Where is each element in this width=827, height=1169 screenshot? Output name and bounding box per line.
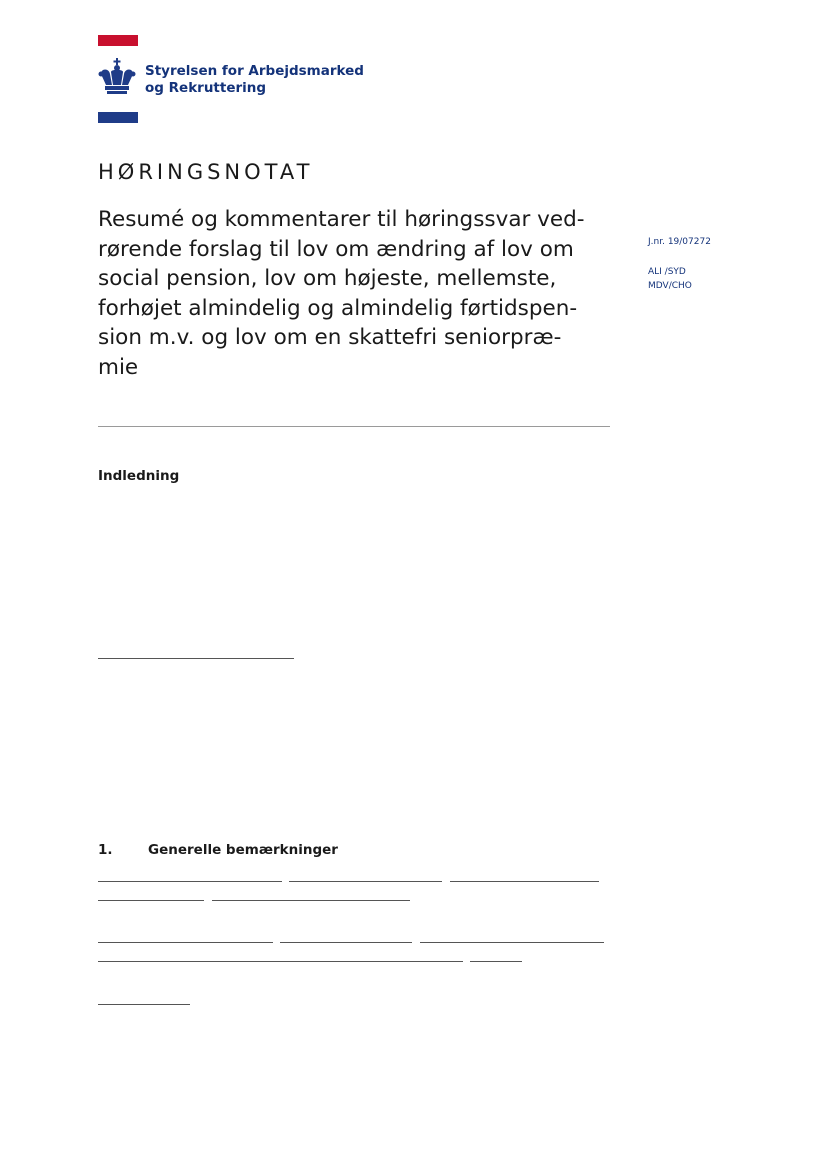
case-initials-2: MDV/CHO	[648, 281, 692, 291]
redacted-line	[212, 900, 410, 901]
crown-icon	[96, 58, 138, 98]
redacted-line	[280, 942, 412, 943]
flag-bar-blue	[98, 112, 138, 123]
redacted-line	[450, 881, 599, 882]
document-title	[98, 205, 628, 382]
title-line: Resumé og kommentarer til høringssvar ved-	[98, 207, 585, 232]
intro-heading: Indledning	[98, 468, 180, 484]
redacted-line	[98, 658, 294, 659]
title-line: social pension, lov om højeste, mellemste,	[98, 266, 557, 291]
redacted-line	[420, 942, 604, 943]
divider	[98, 426, 610, 427]
journal-number: J.nr. 19/07272	[648, 237, 711, 247]
redacted-line	[289, 881, 442, 882]
logo-line-2: og Rekruttering	[145, 80, 267, 96]
redacted-line	[98, 881, 282, 882]
title-line: sion m.v. og lov om en skattefri seniorpræ-	[98, 325, 562, 350]
case-initials-1: ALI /SYD	[648, 267, 686, 277]
title-line: rørende forslag til lov om ændring af lov om	[98, 236, 574, 262]
document-meta	[648, 235, 711, 293]
logo-line-1: Styrelsen for Arbejdsmarked	[145, 63, 364, 79]
section-title: Generelle bemærkninger	[148, 842, 338, 858]
redacted-line	[98, 1004, 190, 1005]
flag-bar-red	[98, 35, 138, 46]
redacted-line	[470, 961, 522, 962]
document-type: HØRINGSNOTAT	[98, 160, 314, 184]
section-number: 1.	[98, 842, 113, 858]
redacted-line	[98, 900, 204, 901]
redacted-line	[98, 961, 463, 962]
title-line: forhøjet almindelig og almindelig førtidspen-	[98, 295, 578, 321]
redacted-line	[98, 942, 273, 943]
agency-logo	[145, 63, 364, 97]
title-line: mie	[98, 354, 139, 380]
general-remarks-heading	[98, 842, 338, 858]
